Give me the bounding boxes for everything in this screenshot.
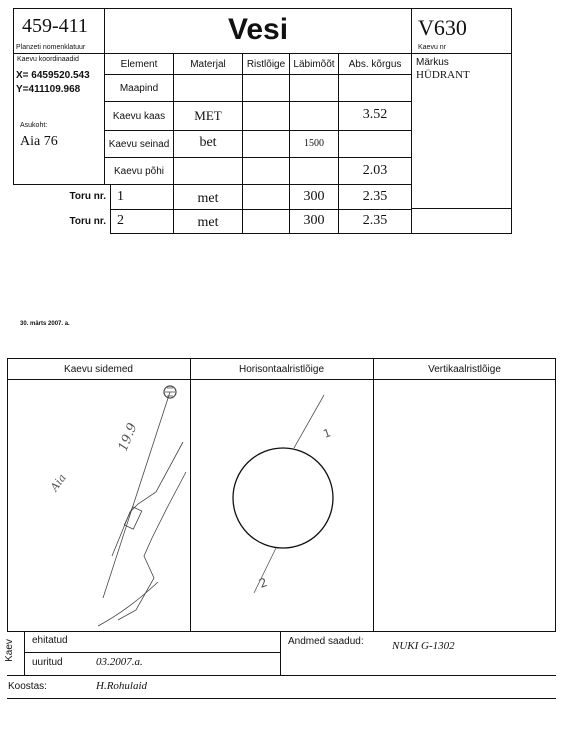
hydrant-hatch xyxy=(165,388,175,396)
pipe-1-number xyxy=(110,184,174,210)
section-divider-2 xyxy=(373,358,374,632)
remarks-pipe-2 xyxy=(411,208,512,234)
row-walls xyxy=(104,130,174,158)
col-diameter-label: Läbimõõt xyxy=(293,59,335,70)
col-element-label: Element xyxy=(120,59,158,70)
col-abs-height xyxy=(338,53,412,75)
ground-abs xyxy=(338,74,412,102)
sketch-leader-line xyxy=(103,392,170,598)
remarks-box xyxy=(411,53,512,209)
section-connections-title: Kaevu sidemed xyxy=(64,364,133,375)
col-diameter xyxy=(289,53,339,75)
pipe-2-abs xyxy=(338,209,412,234)
walls-abs xyxy=(338,130,412,158)
cover-abs-value: 3.52 xyxy=(362,107,388,122)
walls-cross xyxy=(242,130,290,158)
pipe-1-diameter xyxy=(289,184,339,210)
pipe-1-material-value: met xyxy=(197,191,219,206)
pipe-1-diameter-value: 300 xyxy=(303,189,325,204)
cover-material xyxy=(173,101,243,131)
pipe-1-abs xyxy=(338,184,412,210)
compiled-label: Koostas: xyxy=(8,681,47,692)
pipe-2-diameter-value: 300 xyxy=(303,213,325,228)
pipe-2-label: Toru nr. xyxy=(69,216,106,227)
well-no-label: Kaevu nr xyxy=(418,44,447,51)
row-cover-label: Kaevu kaas xyxy=(112,111,166,122)
section-vertical-title: Vertikaalristlõige xyxy=(428,364,501,375)
bottom-material xyxy=(173,157,243,185)
sketch-aia-text: Aia xyxy=(47,471,69,494)
bottom-abs-value: 2.03 xyxy=(362,163,388,178)
sketch-dimension-text: 19.9 xyxy=(115,421,141,454)
well-id: V630 xyxy=(418,15,467,40)
ground-diameter xyxy=(289,74,339,102)
connections-sketch xyxy=(8,380,189,631)
pipe-line-1 xyxy=(294,395,324,448)
page-title: Vesi xyxy=(227,13,289,46)
walls-material-value: bet xyxy=(199,135,217,150)
coordinates-box xyxy=(13,53,105,185)
pipe-2-material-value: met xyxy=(197,215,219,230)
row-ground xyxy=(104,74,174,102)
pipe-2-abs-value: 2.35 xyxy=(362,213,388,228)
cover-diameter xyxy=(289,101,339,131)
pipe-2-diameter xyxy=(289,209,339,234)
pipe-2-material xyxy=(173,209,243,234)
pipe-1-material xyxy=(173,184,243,210)
footer-side-divider xyxy=(24,631,25,675)
horizontal-sketch xyxy=(191,380,372,631)
coordinates-label: Kaevu koordinaadid xyxy=(17,56,79,63)
cover-abs xyxy=(338,101,412,131)
pipe-1-label: Toru nr. xyxy=(69,191,106,202)
footer-final-line xyxy=(7,698,556,699)
row-bottom-label: Kaevu põhi xyxy=(113,166,165,177)
ground-material xyxy=(173,74,243,102)
walls-material xyxy=(173,130,243,158)
data-from-label: Andmed saadud: xyxy=(288,636,364,647)
pipe-2-cross xyxy=(242,209,290,234)
well-circle xyxy=(233,448,333,548)
data-from-value: NUKI G-1302 xyxy=(392,640,455,652)
compiled-value: H.Rohulaid xyxy=(96,680,148,692)
col-material xyxy=(173,53,243,75)
col-cross-section xyxy=(242,53,290,75)
footer-top-line xyxy=(7,631,556,632)
coordinate-y: Y=411109.968 xyxy=(16,84,81,95)
built-label: ehitatud xyxy=(32,635,68,646)
sketch-rect xyxy=(124,507,142,529)
pipe-1-cross xyxy=(242,184,290,210)
footer-side-label: Kaev xyxy=(3,639,15,662)
remarks-label: Märkus xyxy=(416,57,449,68)
cover-cross xyxy=(242,101,290,131)
coordinate-x: X= 6459520.543 xyxy=(16,70,90,81)
pipe-label-2: 2 xyxy=(257,575,270,591)
building-outline-1 xyxy=(112,442,183,556)
street-curve xyxy=(98,582,158,626)
location-value: Aia 76 xyxy=(20,134,58,149)
pipe-1-number-value: 1 xyxy=(117,189,124,204)
location-label: Asukoht: xyxy=(20,122,48,129)
nomenclature-box xyxy=(13,8,105,54)
col-material-label: Materjal xyxy=(190,59,226,70)
ground-cross xyxy=(242,74,290,102)
col-cross-label: Ristlõige xyxy=(246,59,286,70)
pipe-label-1: 1 xyxy=(321,426,333,441)
date-stamp: 30. märts 2007. a. xyxy=(20,321,70,327)
col-abs-label: Abs. kõrgus xyxy=(348,59,402,70)
walls-diameter-value: 1500 xyxy=(304,138,324,149)
bottom-cross xyxy=(242,157,290,185)
pipe-2-number-value: 2 xyxy=(117,213,124,228)
footer-row-divider xyxy=(24,652,280,653)
row-cover xyxy=(104,101,174,131)
bottom-abs xyxy=(338,157,412,185)
nomenclature-number: 459-411 xyxy=(22,15,88,37)
col-element xyxy=(104,53,174,75)
footer-bottom-line xyxy=(7,675,556,676)
pipe-2-number xyxy=(110,209,174,234)
row-bottom xyxy=(104,157,174,185)
row-ground-label: Maapind xyxy=(119,83,159,94)
nomenclature-label: Planzeti nomenklatuur xyxy=(16,44,86,51)
walls-diameter xyxy=(289,130,339,158)
bottom-diameter xyxy=(289,157,339,185)
surveyed-value: 03.2007.a. xyxy=(96,656,143,668)
surveyed-label: uuritud xyxy=(32,657,63,668)
pipe-1-abs-value: 2.35 xyxy=(362,189,388,204)
cover-material-value: MET xyxy=(194,108,222,123)
remarks-value: HÜDRANT xyxy=(416,69,470,81)
title-box xyxy=(104,8,412,54)
row-walls-label: Kaevu seinad xyxy=(108,139,170,150)
well-id-box xyxy=(411,8,512,54)
footer-mid-divider xyxy=(280,631,281,675)
section-horizontal-title: Horisontaalristlõige xyxy=(238,364,325,375)
